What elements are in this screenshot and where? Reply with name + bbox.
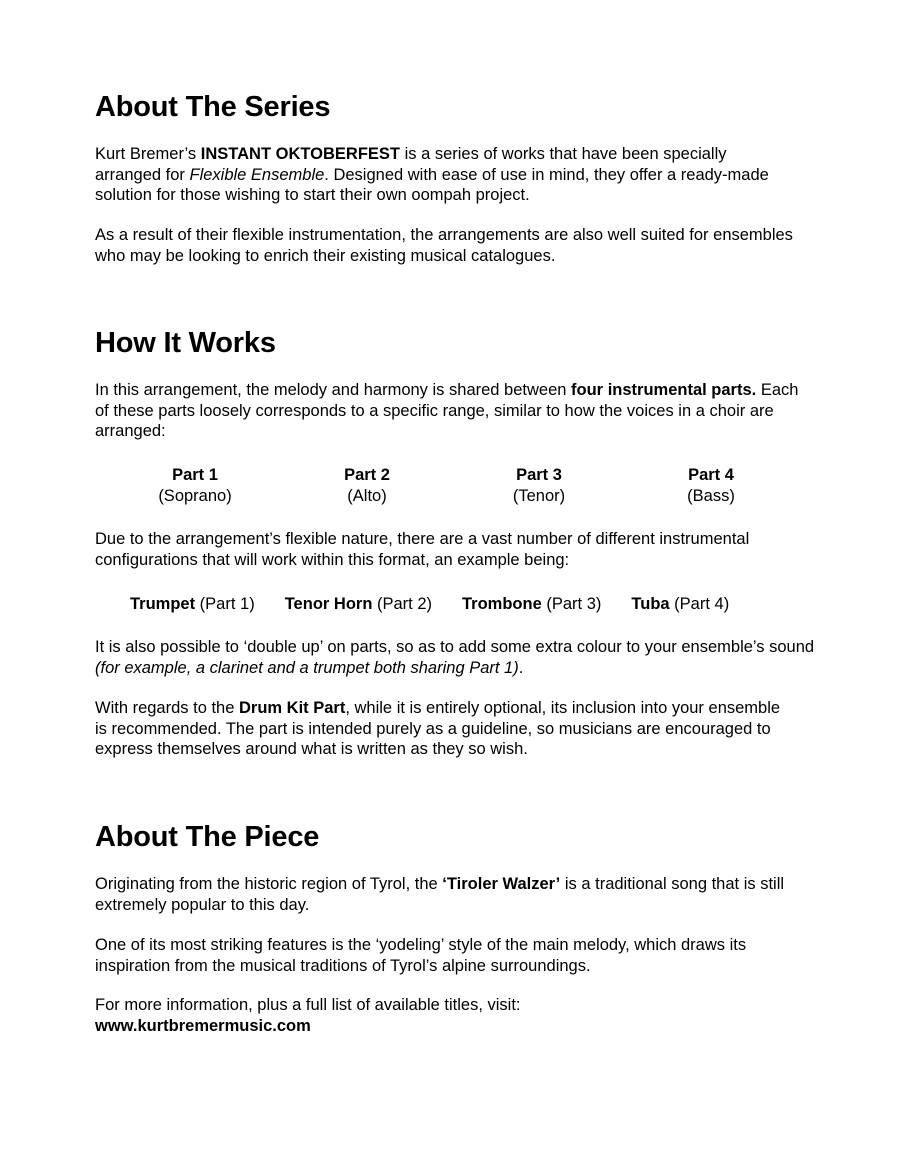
double-up-example-italic: (for example, a clarinet and a trumpet both sharing Part 1) — [95, 658, 519, 677]
config-item: Tuba (Part 4) — [631, 595, 730, 613]
works-intro-paragraph: In this arrangement, the melody and harmony is shared between four instrumental parts. Each of these parts loosely corresponds to a specific range, similar to how the voices in a choir are arranged: — [95, 381, 799, 440]
part-name: Part 4 — [688, 466, 734, 484]
config-item: Trumpet (Part 1) — [130, 595, 255, 613]
part-range: (Soprano) — [158, 486, 232, 505]
yodeling-paragraph: One of its most striking features is the ‘yodeling’ style of the main melody, which draws its inspiration from the musical traditions of Tyrol’s alpine surroundings. — [95, 936, 747, 975]
config-item: Tenor Horn (Part 2) — [284, 595, 433, 613]
double-up-paragraph: It is also possible to ‘double up’ on parts, so as to add some extra colour to your ensemble’s sound (for example, a clarinet and a trumpet both sharing Part 1). — [95, 638, 815, 677]
part-column — [125, 465, 265, 506]
series-title-bold: INSTANT OKTOBERFEST — [200, 145, 400, 163]
drum-kit-paragraph: With regards to the Drum Kit Part, while it is entirely optional, its inclusion into your ensemble is recommended. The part is intended purely as a guideline, so musicians are encouraged to express themselves around what is written as they so wish. — [95, 699, 781, 758]
part-range: (Alto) — [347, 486, 387, 505]
example-configuration — [130, 594, 729, 615]
part-column — [297, 465, 437, 506]
part-column — [641, 465, 781, 506]
works-config-paragraph: Due to the arrangement’s flexible nature, there are a vast number of different instrumental configurations that will work within this format, an example being: — [95, 530, 750, 569]
part-range: (Tenor) — [512, 486, 566, 505]
flexible-ensemble-italic: Flexible Ensemble — [189, 165, 325, 184]
website-link[interactable]: www.kurtbremermusic.com — [95, 1016, 311, 1035]
piece-intro-paragraph: Originating from the historic region of Tyrol, the ‘Tiroler Walzer’ is a traditional song that is still extremely popular to this day. — [95, 875, 785, 914]
part-range: (Bass) — [687, 486, 735, 505]
part-column — [469, 465, 609, 506]
heading-about-piece: About The Piece — [95, 821, 320, 853]
part-name: Part 1 — [172, 466, 218, 484]
series-intro-paragraph: Kurt Bremer’s INSTANT OKTOBERFEST is a series of works that have been specially arranged for Flexible Ensemble. Designed with ease of use in mind, they offer a ready-made solution for those wishing to start their own oompah project. — [95, 145, 769, 204]
config-item: Trombone (Part 3) — [462, 595, 602, 613]
heading-about-series: About The Series — [95, 91, 331, 123]
heading-how-it-works: How It Works — [95, 327, 276, 359]
part-name: Part 3 — [516, 466, 562, 484]
series-second-paragraph: As a result of their flexible instrumentation, the arrangements are also well suited for ensembles who may be looking to enrich their existing musical catalogues. — [95, 226, 793, 265]
four-parts-bold: four instrumental parts. — [571, 381, 757, 399]
part-name: Part 2 — [344, 466, 390, 484]
drum-kit-bold: Drum Kit Part — [238, 699, 346, 717]
tiroler-walzer-bold: ‘Tiroler Walzer’ — [442, 875, 561, 893]
more-info-text: For more information, plus a full list of available titles, visit: — [95, 996, 521, 1014]
